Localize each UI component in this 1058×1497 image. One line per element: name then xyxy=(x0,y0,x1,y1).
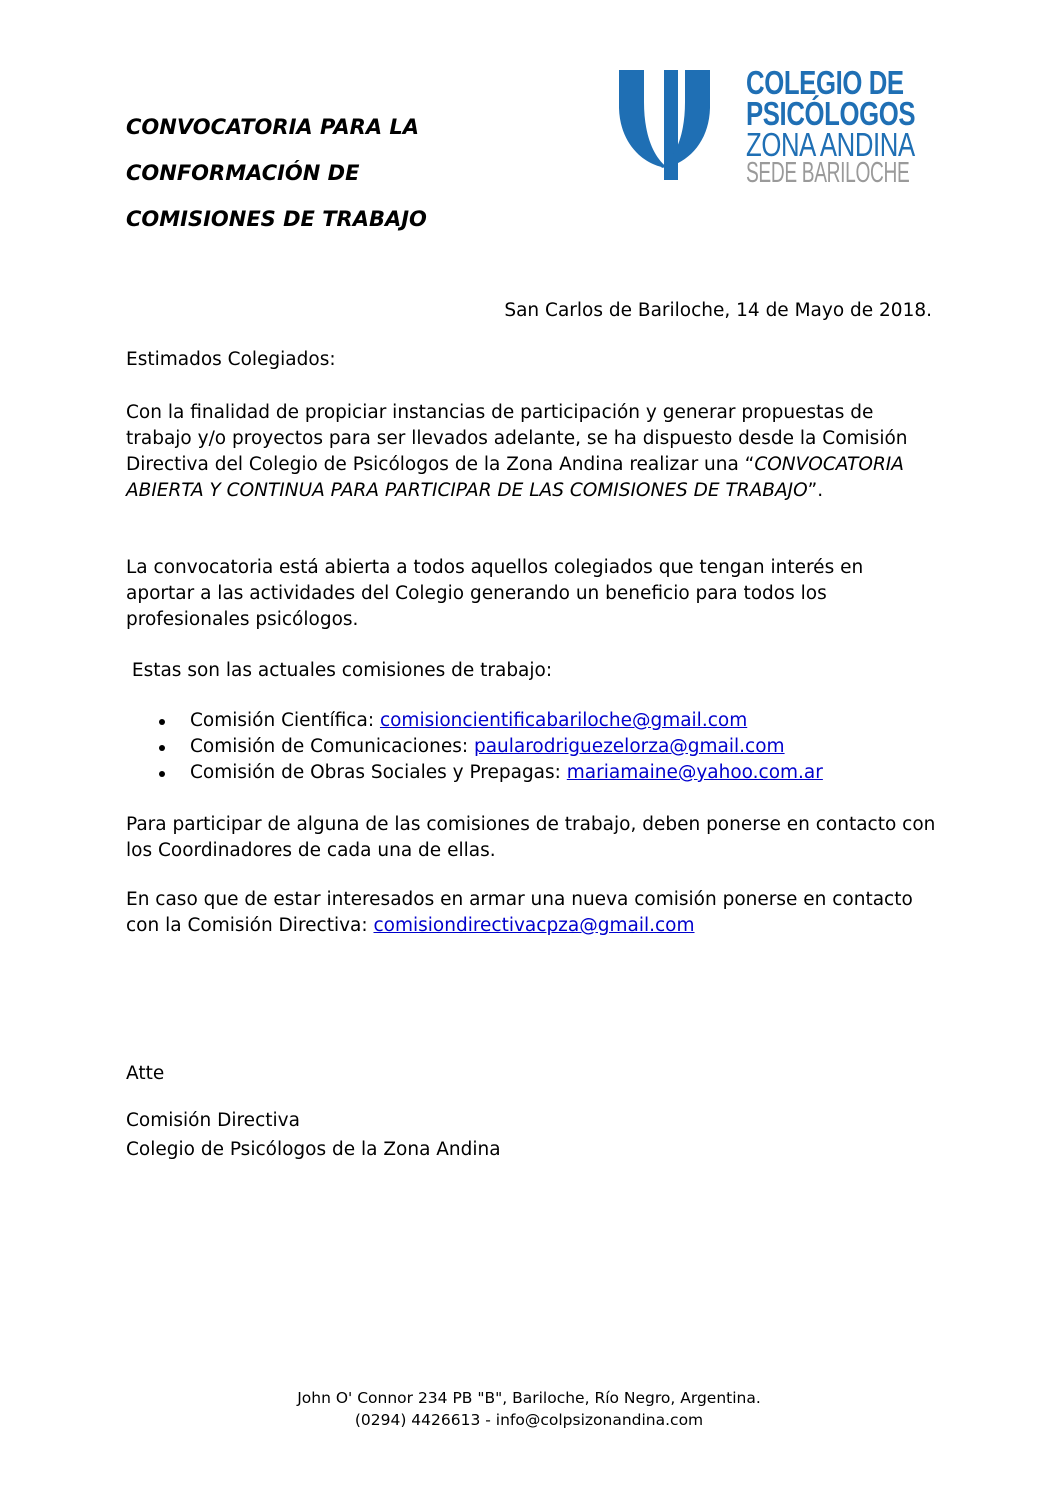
commission-email-link[interactable]: mariamaine@yahoo.com.ar xyxy=(566,762,823,783)
logo-line-1: COLEGIO DE xyxy=(746,64,904,101)
paragraph-new-commission xyxy=(126,887,936,939)
logo-line-2: PSICÓLOGOS xyxy=(746,95,916,132)
paragraph-intro-text: Con la finalidad de propiciar instancias de participación y generar propuestas de trabajo y/o proyectos para ser llevados adelante, se ha dispuesto desde la Comisión Directiva del Colegio de Psicólogos de la Zona Andina realizar una “ xyxy=(126,402,908,475)
paragraph-open-call: La convocatoria está abierta a todos aquellos colegiados que tengan interés en aportar a las actividades del Colegio generando un beneficio para todos los profesionales psicólogos. xyxy=(126,557,864,630)
paragraph-intro-end: ”. xyxy=(807,480,824,501)
paragraph-new-commission-text: En caso que de estar interesados en armar una nueva comisión ponerse en contacto con la Comisión Directiva: xyxy=(126,889,913,936)
signature-line-1: Comisión Directiva xyxy=(126,1110,300,1131)
logo-line-4: SEDE BARILOCHE xyxy=(746,157,910,189)
document-title-line-3: COMISIONES DE TRABAJO xyxy=(126,207,427,231)
list-item xyxy=(126,708,823,734)
footer-address: John O' Connor 234 PB "B", Bariloche, Río Negro, Argentina. xyxy=(297,1389,761,1407)
signature-line-2: Colegio de Psicólogos de la Zona Andina xyxy=(126,1139,501,1160)
directive-email-link[interactable]: comisiondirectivacpza@gmail.com xyxy=(373,915,695,936)
greeting: Estimados Colegiados: xyxy=(126,349,336,370)
convocatoria-name: CONVOCATORIA ABIERTA Y CONTINUA PARA PARTICIPAR DE LAS COMISIONES DE TRABAJO xyxy=(126,454,904,501)
closing: Atte xyxy=(126,1063,165,1084)
paragraph-participation: Para participar de alguna de las comisiones de trabajo, deben ponerse en contacto con los Coordinadores de cada una de ellas. xyxy=(126,814,936,861)
letter-date: San Carlos de Bariloche, 14 de Mayo de 2018. xyxy=(504,300,932,321)
document-title-line-2: CONFORMACIÓN DE xyxy=(126,161,360,185)
commission-email-link[interactable]: paularodriguezelorza@gmail.com xyxy=(473,736,785,757)
list-item xyxy=(126,760,823,786)
commission-label: Comisión de Obras Sociales y Prepagas: xyxy=(190,762,567,783)
footer-contact: (0294) 4426613 - info@colpsizonandina.com xyxy=(354,1411,704,1429)
logo xyxy=(608,66,918,191)
commission-email-link[interactable]: comisioncientificabariloche@gmail.com xyxy=(379,710,748,731)
commission-label: Comisión de Comunicaciones: xyxy=(190,736,474,757)
psi-icon xyxy=(608,66,732,188)
commission-label: Comisión Científica: xyxy=(190,710,380,731)
document-title-line-1: CONVOCATORIA PARA LA xyxy=(126,115,420,139)
logo-line-3: ZONA ANDINA xyxy=(746,126,915,163)
paragraph-intro xyxy=(126,400,936,504)
commissions-list xyxy=(126,708,823,786)
footer xyxy=(0,1387,1058,1431)
list-item xyxy=(126,734,823,760)
list-intro: Estas son las actuales comisiones de trabajo: xyxy=(126,660,553,681)
